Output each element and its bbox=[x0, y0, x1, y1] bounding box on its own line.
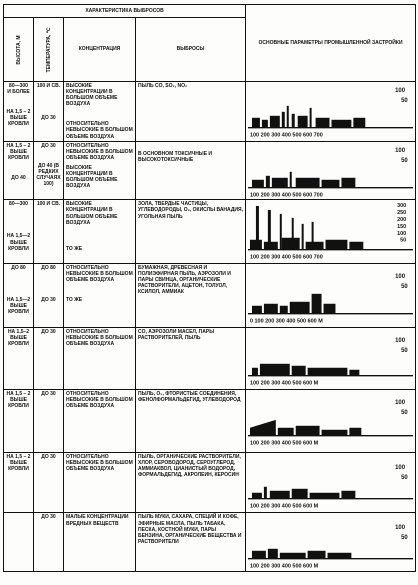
svg-text:100 200 300 400 500 600 М: 100 200 300 400 500 600 М bbox=[249, 503, 319, 510]
concentration-cell: ОТНОСИТЕЛЬНО НЕВЫСОКИЕ В БОЛЬШОМ ОБЪЕМЕ ВОЗДУХА bbox=[64, 452, 136, 513]
temperature-cell: 100 И СВ. ДО 30 bbox=[34, 82, 64, 142]
svg-text:50: 50 bbox=[401, 347, 408, 354]
svg-text:100: 100 bbox=[395, 87, 406, 94]
svg-text:50: 50 bbox=[401, 535, 408, 542]
svg-text:50: 50 bbox=[401, 283, 408, 290]
skyline-figure bbox=[246, 327, 416, 390]
height-cell: 80—300 И БОЛЕЕ НА 1,5 – 2 ВЫШЕ КРОВЛИ bbox=[4, 82, 34, 142]
svg-text:50: 50 bbox=[401, 157, 408, 164]
emissions-cell: CO, АЭРОЗОЛИ МАСЕЛ, ПАРЫ РАСТВОРИТЕЛЕЙ, ПЫЛЬ bbox=[136, 327, 246, 390]
concentration-cell: ОТНОСИТЕЛЬНО НЕВЫСОКИЕ В БОЛЬШОМ ОБЪЕМЕ ВОЗДУХА bbox=[64, 327, 136, 390]
skyline-figure bbox=[246, 452, 416, 513]
svg-text:50: 50 bbox=[401, 97, 408, 104]
svg-text:100: 100 bbox=[397, 231, 407, 238]
concentration-cell: ВЫСОКИЕ КОНЦЕНТРАЦИИ В БОЛЬШОМ ОБЪЕМЕ ВОЗДУХА ОТНОСИТЕЛЬНО НЕВЫСОКИЕ В БОЛЬШОМ ОБЪЕМЕ ВОЗДУХА bbox=[64, 82, 136, 142]
skyline-illustration-8 bbox=[246, 513, 415, 571]
table-row bbox=[4, 82, 416, 142]
emissions-cell: БУМАЖНАЯ, ДРЕВЕСНАЯ И ПОЛИЭФИРНАЯ ПЫЛЬ, АЭРОЗОЛИ И ПАРЫ СВИНЦА, ОРГАНИЧЕСКИЕ РАСТВОРИТЕЛИ, АЦЕТОН, ТОЛУОЛ, КСИЛОЛ, АММИАК bbox=[136, 263, 246, 327]
table-row bbox=[4, 452, 416, 513]
height-cell: НА 1,5 – 2 ВЫШЕ КРОВЛИ bbox=[4, 390, 34, 453]
emissions-cell: ПЫЛЬ, ОРГАНИЧЕСКИЕ РАСТВОРИТЕЛИ, ХЛОР, СЕРОВОДОРОД, СЕРОУГЛЕРОД, АММИАКВОЛ, ЦИАНИСТЫЙ ВОДОРОД, ФОРМАЛЬДЕГИД, АКРОЛЕИН, КЕРОСИН bbox=[136, 452, 246, 513]
concentration-cell: ОТНОСИТЕЛЬНО НЕВЫСОКИЕ В БОЛЬШОМ ОБЪЕМЕ ВОЗДУХА ТО ЖЕ bbox=[64, 263, 136, 327]
temperature-cell: 100 И СВ. bbox=[34, 200, 64, 264]
header-params-label: ОСНОВНЫЕ ПАРАМЕТРЫ ПРОМЫШЛЕННОЙ ЗАСТРОЙКИ bbox=[258, 39, 403, 46]
svg-text:50: 50 bbox=[401, 410, 408, 417]
skyline-figure bbox=[246, 513, 416, 572]
header-emissions: ВЫБРОСЫ bbox=[136, 18, 246, 82]
temperature-cell: ДО 30 bbox=[34, 327, 64, 390]
svg-text:100: 100 bbox=[395, 147, 406, 154]
table-row bbox=[4, 200, 416, 264]
skyline-illustration-2 bbox=[246, 142, 415, 200]
height-cell: НА 1,5 – 2 ВЫШЕ КРОВЛИ ДО 40 bbox=[4, 141, 34, 200]
skyline-illustration-7 bbox=[246, 453, 415, 513]
svg-text:200: 200 bbox=[397, 217, 407, 224]
skyline-illustration-4 bbox=[246, 264, 415, 327]
emissions-cell: ЗОЛА, ТВЕРДЫЕ ЧАСТИЦЫ, УГЛЕВОДОРОДЫ, O₂, ОКИСЛЫ ВАНАДИЯ, УГОЛЬНАЯ ПЫЛЬ bbox=[136, 200, 246, 264]
skyline-illustration-3 bbox=[246, 200, 415, 263]
svg-text:100 200 300 400 500 600 М: 100 200 300 400 500 600 М bbox=[249, 564, 319, 571]
table-row bbox=[4, 390, 416, 453]
svg-text:100: 100 bbox=[395, 337, 406, 344]
svg-text:100: 100 bbox=[395, 464, 406, 471]
height-cell bbox=[4, 513, 34, 572]
concentration-cell: МАЛЫЕ КОНЦЕНТРАЦИИ ВРЕДНЫХ ВЕЩЕСТВ bbox=[64, 513, 136, 572]
skyline-figure bbox=[246, 82, 416, 142]
concentration-cell: ОТНОСИТЕЛЬНО НЕВЫСОКИЕ В БОЛЬШОМ ОБЪЕМЕ ВОЗДУХА bbox=[64, 390, 136, 453]
height-cell: НА 1,5 – 2 ВЫШЕ КРОВЛИ bbox=[4, 452, 34, 513]
svg-text:100 200 300 400 500 600 700: 100 200 300 400 500 600 700 bbox=[249, 132, 323, 139]
skyline-figure bbox=[246, 390, 416, 453]
concentration-cell: ОТНОСИТЕЛЬНО НЕВЫСОКИЕ В БОЛЬШОМ ОБЪЕМЕ ВОЗДУХА ВЫСОКИЕ КОНЦЕНТРАЦИИ В БОЛЬШОМ ОБЪЕМЕ ВОЗДУХА bbox=[64, 141, 136, 200]
skyline-illustration-6 bbox=[246, 390, 415, 452]
svg-text:50: 50 bbox=[400, 238, 407, 245]
svg-text:100: 100 bbox=[395, 525, 406, 532]
emissions-cell: ПЫЛЬ, O₂, ФТОРИСТЫЕ СОЕДИНЕНИЯ, ФЕНОЛФОРМАЛЬДЕГИД, УГЛЕВОДОРОД bbox=[136, 390, 246, 453]
concentration-cell: ВЫСОКИЕ КОНЦЕНТРАЦИИ В БОЛЬШОМ ОБЪЕМЕ ВОЗДУХА ТО ЖЕ bbox=[64, 200, 136, 264]
emissions-table bbox=[3, 4, 416, 572]
height-cell: НА 1,5–2 ВЫШЕ КРОВЛИ bbox=[4, 327, 34, 390]
skyline-figure bbox=[246, 200, 416, 264]
svg-text:100: 100 bbox=[395, 400, 406, 407]
svg-text:100 200 300 400 500 600 700: 100 200 300 400 500 600 700 bbox=[249, 192, 323, 199]
table-row bbox=[4, 327, 416, 390]
svg-text:250: 250 bbox=[397, 210, 407, 217]
header-temperature: ТЕМПЕРАТУРА, ℃ bbox=[34, 18, 64, 82]
height-cell: 80—300 НА 1,5—2 ВЫШЕ КРОВЛИ bbox=[4, 200, 34, 264]
svg-text:100 200 300 400 500 600 М: 100 200 300 400 500 600 М bbox=[249, 440, 319, 447]
svg-text:150: 150 bbox=[397, 224, 407, 231]
group-title: ХАРАКТЕРИСТИКА ВЫБРОСОВ bbox=[4, 5, 246, 18]
table-row bbox=[4, 141, 416, 200]
skyline-figure bbox=[246, 141, 416, 200]
svg-text:50: 50 bbox=[401, 474, 408, 481]
svg-text:100: 100 bbox=[395, 273, 406, 280]
emissions-cell: В ОСНОВНОМ ТОКСИЧНЫЕ И ВЫСОКОТОКСИЧНЫЕ bbox=[136, 141, 246, 200]
header-params bbox=[246, 5, 416, 82]
table-row bbox=[4, 263, 416, 327]
temperature-cell: ДО 80 ДО 30 bbox=[34, 263, 64, 327]
temperature-cell: ДО 30 bbox=[34, 390, 64, 453]
temperature-cell: ДО 30 ДО 40 (В РЕДКИХ СЛУЧАЯХ 100) bbox=[34, 141, 64, 200]
table-row bbox=[4, 513, 416, 572]
svg-text:100 200 300 400 500 600 700: 100 200 300 400 500 600 700 bbox=[249, 254, 323, 261]
emissions-cell: ПЫЛЬ CO, SO₂, NO₂ bbox=[136, 82, 246, 142]
height-cell: ДО 80 НА 1,5—2 ВЫШЕ КРОВЛИ bbox=[4, 263, 34, 327]
skyline-illustration-5 bbox=[246, 328, 415, 390]
header-concentration: КОНЦЕНТРАЦИЯ bbox=[64, 18, 136, 82]
header-height: ВЫСОТА, М bbox=[4, 18, 34, 82]
svg-text:0 100 200 300 400 500 600 М: 0 100 200 300 400 500 600 М bbox=[249, 318, 323, 325]
skyline-illustration-1 bbox=[246, 82, 415, 140]
skyline-figure bbox=[246, 263, 416, 327]
temperature-cell: ДО 30 bbox=[34, 452, 64, 513]
svg-text:300: 300 bbox=[397, 203, 407, 210]
emissions-cell: ПЫЛЬ МУКИ, САХАРА, СПЕЦИЙ И КОФЕ, ЭФИРНЫЕ МАСЛА, ПЫЛЬ ТАБАКА, ПЕСКА, КОСТНОЙ МУКИ, ПАРЫ БЕНЗИНА, ОРГАНИЧЕСКИЕ ВЕЩЕСТВА И РАСТВОРИТЕЛИ bbox=[136, 513, 246, 572]
temperature-cell: ДО 30 bbox=[34, 513, 64, 572]
svg-text:100 200 300 400 500 600 М: 100 200 300 400 500 600 М bbox=[249, 380, 319, 387]
